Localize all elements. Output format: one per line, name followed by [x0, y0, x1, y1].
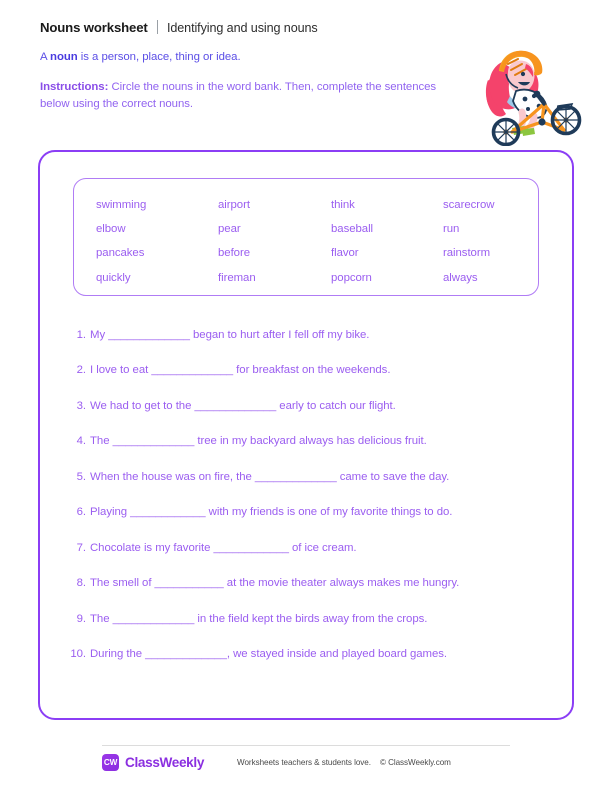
sentence-text[interactable]: I love to eat _____________ for breakfast on the weekends.	[90, 364, 391, 377]
page-title	[40, 18, 470, 35]
classweekly-wordmark: ClassWeekly	[125, 755, 205, 770]
word-bank-item[interactable]: swimming	[96, 199, 147, 211]
sentence-item	[64, 328, 560, 342]
sentence-number: 9.	[76, 612, 86, 625]
word-bank-box	[73, 178, 539, 296]
sentence-text[interactable]: My _____________ began to hurt after I fell off my bike.	[90, 329, 370, 341]
footer-tagline: Worksheets teachers & students love.	[237, 758, 371, 767]
page-footer	[102, 754, 522, 771]
sentence-list	[64, 328, 560, 682]
sentence-text[interactable]: When the house was on fire, the _____________ came to save the day.	[90, 470, 450, 483]
footer-copyright: © ClassWeekly.com	[379, 758, 451, 767]
word-bank-item[interactable]: rainstorm	[443, 247, 491, 260]
instructions-block	[40, 79, 440, 114]
sentence-text[interactable]: During the _____________, we stayed inside and played board games.	[90, 647, 448, 660]
definition-rest: is a person, place, thing or idea.	[77, 51, 241, 63]
sentence-item	[64, 576, 560, 590]
word-bank-item[interactable]: think	[331, 199, 355, 211]
sentence-text[interactable]: The smell of ___________ at the movie theater always makes me hungry.	[90, 577, 460, 590]
sentence-number: 1.	[76, 329, 86, 341]
page-title-subtitle: Identifying and using nouns	[166, 21, 318, 35]
word-bank-grid	[96, 193, 528, 290]
word-bank-item[interactable]: pear	[218, 223, 241, 236]
sentence-text[interactable]: The _____________ in the field kept the birds away from the crops.	[90, 612, 428, 625]
sentence-text[interactable]: The _____________ tree in my backyard always has delicious fruit.	[90, 435, 427, 448]
sentence-number: 4.	[76, 435, 86, 448]
word-bank-item[interactable]: popcorn	[331, 271, 372, 284]
instructions-text: Circle the nouns in the word bank. Then, complete the sentences below using the correct nouns.	[40, 81, 437, 111]
word-bank-item[interactable]: elbow	[96, 223, 126, 236]
word-bank-item[interactable]: fireman	[218, 271, 256, 284]
sentence-number: 10.	[70, 647, 86, 660]
instructions-label: Instructions:	[40, 81, 109, 93]
sentence-item	[64, 505, 560, 519]
page-header	[40, 18, 470, 114]
sentence-text[interactable]: Chocolate is my favorite ____________ of ice cream.	[90, 541, 357, 554]
word-bank-item[interactable]: airport	[218, 199, 250, 211]
sentence-item	[64, 434, 560, 448]
noun-definition	[40, 51, 470, 63]
word-bank-item[interactable]: run	[443, 223, 460, 236]
word-bank-item[interactable]: scarecrow	[443, 199, 495, 211]
word-bank-item[interactable]: flavor	[331, 247, 359, 260]
word-bank-item[interactable]: quickly	[96, 271, 131, 284]
sentence-text[interactable]: Playing ____________ with my friends is one of my favorite things to do.	[90, 506, 453, 519]
sentence-item	[64, 470, 560, 484]
definition-keyword: noun	[50, 51, 78, 63]
sentence-item	[64, 647, 560, 661]
sentence-number: 7.	[76, 541, 86, 554]
word-bank-item[interactable]: always	[443, 271, 478, 284]
word-bank-item[interactable]: pancakes	[96, 247, 145, 260]
bmx-rider-illustration	[482, 44, 586, 146]
definition-prefix: A	[40, 51, 51, 63]
footer-divider	[102, 745, 510, 746]
word-bank-item[interactable]: before	[218, 247, 250, 260]
sentence-number: 6.	[76, 506, 86, 519]
classweekly-logo-icon: CW	[102, 754, 119, 771]
sentence-number: 5.	[76, 470, 86, 483]
sentence-number: 3.	[76, 399, 86, 412]
sentence-item	[64, 612, 560, 626]
page-title-main: Nouns worksheet	[40, 20, 148, 35]
word-bank-item[interactable]: baseball	[331, 223, 374, 236]
worksheet-content-box	[38, 150, 574, 720]
sentence-item	[64, 541, 560, 555]
sentence-text[interactable]: We had to get to the _____________ early to catch our flight.	[90, 399, 396, 412]
sentence-number: 2.	[76, 364, 86, 377]
sentence-item	[64, 399, 560, 413]
sentence-item	[64, 363, 560, 377]
sentence-number: 8.	[76, 577, 86, 590]
title-separator-icon	[157, 20, 158, 34]
